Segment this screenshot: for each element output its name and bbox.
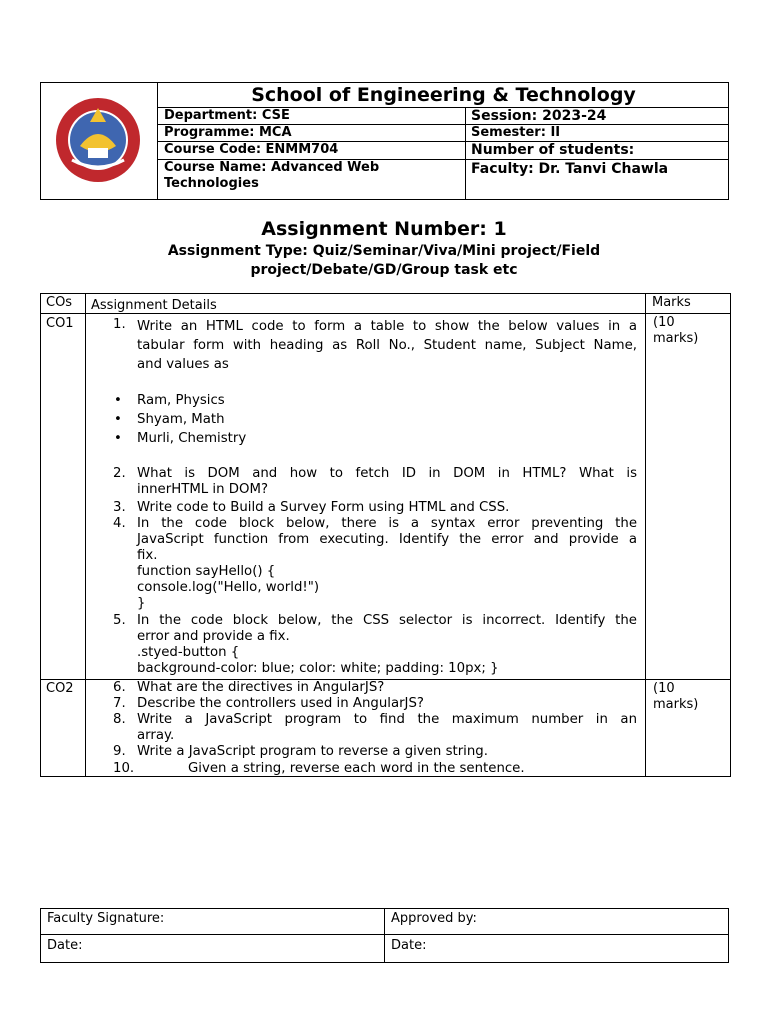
question-4 [137,516,637,612]
q-number: 2. [113,466,126,481]
semester: Semester: II [471,125,561,140]
date-label-left: Date: [47,938,83,953]
marks-line1: (10 [653,681,675,696]
faculty: Faculty: Dr. Tanvi Chawla [471,161,669,177]
question-1-line: Write an HTML code to form a table to show the below values in a [137,319,637,334]
q-number: 9. [113,744,126,759]
col-header-cos: COs [46,295,73,310]
date-label-right: Date: [391,938,427,953]
code-line: background-color: blue; color: white; padding: 10px; } [137,661,499,676]
q-number: 3. [113,500,126,515]
question-4-line: fix. [137,548,158,563]
question-1-line: tabular form with heading as Roll No., Student name, Subject Name, [137,338,637,353]
q-number: 7. [113,696,126,711]
question-8-line: array. [137,728,175,743]
question-9: Write a JavaScript program to reverse a given string. [137,744,488,759]
divider [384,908,385,963]
co-label: CO2 [46,681,74,696]
col-header-marks: Marks [652,295,691,310]
question-4-line: In the code block below, there is a syntax error preventing the [137,516,637,531]
assignment-type-line2: project/Debate/GD/Group task etc [250,262,518,278]
question-3: Write code to Build a Survey Form using HTML and CSS. [137,500,510,515]
list-item: • Shyam, Math [137,410,246,429]
q-number: 10. [113,761,135,776]
question-10: Given a string, reverse each word in the sentence. [188,761,525,776]
question-2-line: innerHTML in DOM? [137,482,269,497]
assignment-type-line1: Assignment Type: Quiz/Seminar/Viva/Mini project/Field [167,243,601,259]
question-8 [137,712,637,744]
course-code: Course Code: ENMM704 [164,142,339,157]
course-name-line1: Course Name: Advanced Web [164,160,380,175]
q-number: 6. [113,680,126,695]
q-number: 8. [113,712,126,727]
divider [645,293,646,777]
question-1-line: and values as [137,357,229,372]
department: Department: CSE [164,108,290,123]
question-4-line: JavaScript function from executing. Identify the error and provide a [137,532,637,547]
course-name-line2: Technologies [164,176,259,191]
session: Session: 2023-24 [471,108,607,124]
assignment-title: Assignment Number: 1 [261,218,507,240]
marks-line2: marks) [653,697,699,712]
list-item: • Murli, Chemistry [137,429,246,448]
code-line: console.log("Hello, world!") [137,580,320,595]
q-number: 4. [113,516,126,531]
question-5 [137,613,637,677]
value-list [137,391,246,448]
question-5-line: error and provide a fix. [137,629,290,644]
divider [85,293,86,777]
code-line: } [137,596,146,611]
assignment-type [110,242,658,280]
programme: Programme: MCA [164,125,292,140]
question-6: What are the directives in AngularJS? [137,680,385,695]
num-students: Number of students: [471,142,635,158]
code-line: .styed-button { [137,645,240,660]
q-number: 5. [113,613,126,628]
co-label: CO1 [46,316,74,331]
school-title: School of Engineering & Technology [251,84,636,106]
approved-by-label: Approved by: [391,911,477,926]
marks-line1: (10 [653,315,675,330]
q-number: 1. [113,317,126,332]
question-5-line: In the code block below, the CSS selector is incorrect. Identify the [137,613,637,628]
question-2-line: What is DOM and how to fetch ID in DOM in HTML? What is [137,466,637,481]
question-7: Describe the controllers used in AngularJS? [137,696,424,711]
marks-line2: marks) [653,331,699,346]
question-8-line: Write a JavaScript program to find the maximum number in an [137,712,637,727]
code-line: function sayHello() { [137,564,276,579]
list-item: • Ram, Physics [137,391,246,410]
faculty-signature-label: Faculty Signature: [47,911,165,926]
university-logo [40,82,156,198]
question-1 [137,317,637,374]
divider [465,107,466,200]
question-2 [137,466,637,498]
logo-cell [40,82,158,200]
col-header-details: Assignment Details [91,298,217,313]
